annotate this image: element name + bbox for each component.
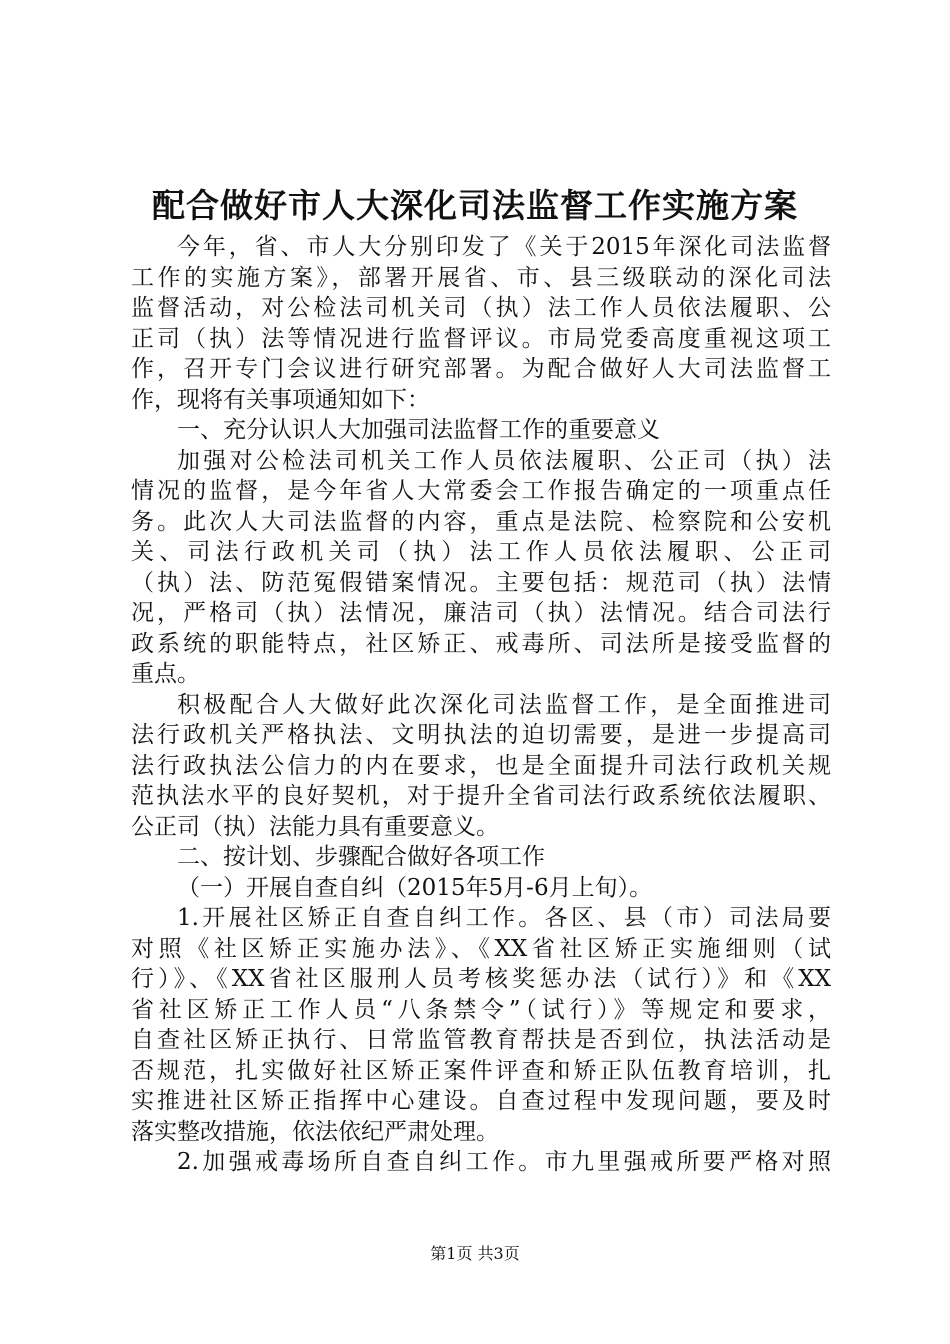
paragraph-line: 务。此次人大司法监督的内容，重点是法院、检察院和公安机 [131, 508, 831, 535]
paragraph-line: 对照《社区矫正实施办法》、《XX省社区矫正实施细则（试 [131, 935, 831, 962]
paragraph-line: 否规范，扎实做好社区矫正案件评查和矫正队伍教育培训，扎 [131, 1057, 831, 1084]
section-heading: 二、按计划、步骤配合做好各项工作 [177, 844, 545, 870]
paragraph-line: 关、司法行政机关司（执）法工作人员依法履职、公正司 [131, 539, 831, 565]
paragraph-line: 法行政执法公信力的内在要求，也是全面提升司法行政机关规 [131, 752, 831, 779]
paragraph-line: （执）法、防范冤假错案情况。主要包括：规范司（执）法情 [131, 569, 831, 596]
paragraph-line: 实推进社区矫正指挥中心建设。自查过程中发现问题，要及时 [131, 1088, 831, 1114]
paragraph-line: 作，召开专门会议进行研究部署。为配合做好人大司法监督工 [131, 356, 831, 382]
paragraph-line: 省社区矫正工作人员“八条禁令”（试行）》等规定和要求， [131, 996, 831, 1023]
paragraph-line: 行）》、《XX省社区服刑人员考核奖惩办法（试行）》和《XX [131, 966, 831, 992]
document-body [131, 232, 831, 1178]
paragraph-line: 政系统的职能特点，社区矫正、戒毒所、司法所是接受监督的 [131, 630, 831, 657]
paragraph-line: 况，严格司（执）法情况，廉洁司（执）法情况。结合司法行 [131, 600, 831, 626]
paragraph-line: 加强对公检法司机关工作人员依法履职、公正司（执）法 [177, 447, 831, 474]
paragraph-line: 监督活动，对公检法司机关司（执）法工作人员依法履职、公 [131, 295, 831, 321]
paragraph-line: 积极配合人大做好此次深化司法监督工作，是全面推进司 [177, 691, 831, 718]
paragraph-line: 自查社区矫正执行、日常监管教育帮扶是否到位，执法活动是 [131, 1027, 831, 1053]
paragraph-line: 重点。 [131, 661, 200, 687]
section-heading: 一、充分认识人大加强司法监督工作的重要意义 [177, 417, 660, 443]
paragraph-line: 公正司（执）法能力具有重要意义。 [131, 813, 499, 840]
paragraph-line: 今年，省、市人大分别印发了《关于2015年深化司法监督 [177, 234, 831, 260]
paragraph-line: 法行政机关严格执法、文明执法的迫切需要，是进一步提高司 [131, 722, 831, 748]
paragraph-line: 落实整改措施，依法依纪严肃处理。 [131, 1118, 499, 1145]
page-number-footer: 第1页 共3页 [430, 1244, 520, 1263]
paragraph-line: 1.开展社区矫正自查自纠工作。各区、县（市）司法局要 [177, 905, 831, 931]
document-title: 配合做好市人大深化司法监督工作实施方案 [152, 186, 798, 225]
paragraph-line: 工作的实施方案》，部署开展省、市、县三级联动的深化司法 [131, 264, 831, 291]
paragraph-line: 范执法水平的良好契机，对于提升全省司法行政系统依法履职、 [131, 783, 831, 809]
paragraph-line: 2.加强戒毒场所自查自纠工作。市九里强戒所要严格对照 [177, 1149, 831, 1175]
subsection-heading: （一）开展自查自纠（2015年5月-6月上旬）。 [177, 874, 653, 901]
paragraph-line: 情况的监督，是今年省人大常委会工作报告确定的一项重点任 [131, 478, 831, 504]
paragraph-line: 正司（执）法等情况进行监督评议。市局党委高度重视这项工 [131, 325, 831, 352]
paragraph-line: 作，现将有关事项通知如下： [131, 386, 430, 413]
